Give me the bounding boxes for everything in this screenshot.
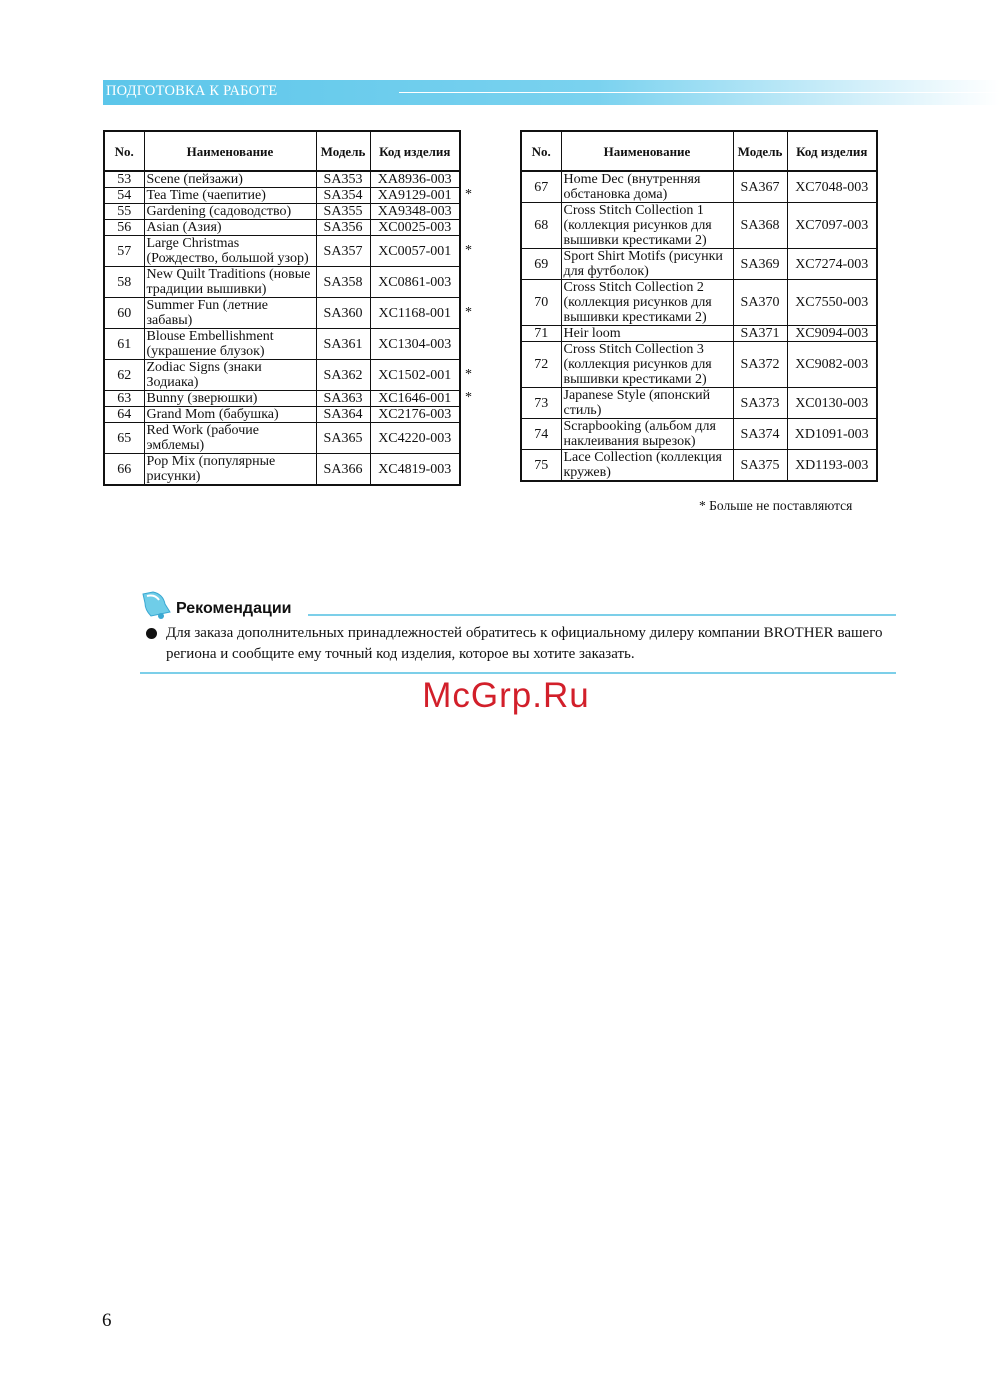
table-row [521,326,877,342]
cell-name: Japanese Style (японский стиль) [561,388,733,419]
cell-no: 53 [104,171,144,188]
cell-model: SA374 [733,419,787,450]
cell-code: XC7550-003 [787,280,877,326]
cell-model: SA362 [316,360,370,391]
cell-name: Pop Mix (популярные рисунки) [144,454,316,486]
cell-name: Home Dec (внутренняя обстановка дома) [561,171,733,203]
column-header-model: Модель [733,131,787,171]
cell-name: Zodiac Signs (знаки Зодиака) [144,360,316,391]
table-row [521,203,877,249]
cell-name: Scrapbooking (альбом для наклеивания вырезок) [561,419,733,450]
cell-name: Sport Shirt Motifs (рисунки для футболок) [561,249,733,280]
table-row [104,204,460,220]
table-row [104,454,460,486]
recommendations-divider-bottom [140,672,896,674]
table-row [521,280,877,326]
table-row [521,388,877,419]
cell-model: SA354 [316,188,370,204]
cell-no: 73 [521,388,561,419]
cell-code: XC1304-003 [370,329,460,360]
cell-code: XC7097-003 [787,203,877,249]
recommendations-text: Для заказа дополнительных принадлежностей обратитесь к официальному дилеру компании BROTHER вашего региона и сообщите ему точный код изделия, которое вы хотите заказать. [166,625,883,662]
cell-name: Gardening (садоводство) [144,204,316,220]
discontinued-mark: * [465,187,472,202]
watermark: McGrp.Ru [422,676,590,715]
cell-no: 63 [104,391,144,407]
cell-code: XD1193-003 [787,450,877,482]
cell-model: SA373 [733,388,787,419]
cell-model: SA369 [733,249,787,280]
bell-icon [137,590,173,620]
cell-no: 71 [521,326,561,342]
cell-code: XC1168-001 [370,298,460,329]
table-row [521,450,877,482]
header-divider [399,92,1000,93]
discontinued-mark: * [465,304,472,320]
table-row [104,236,460,267]
cell-no: 55 [104,204,144,220]
column-header-name: Наименование [144,131,316,171]
cell-code: XC0130-003 [787,388,877,419]
cell-name: Bunny (зверюшки) [144,391,316,407]
cell-model: SA364 [316,407,370,423]
cell-code: XC4220-003 [370,423,460,454]
cell-no: 61 [104,329,144,360]
cell-no: 56 [104,220,144,236]
cell-model: SA353 [316,171,370,188]
cell-name: Cross Stitch Collection 3 (коллекция рисунков для вышивки крестиками 2) [561,342,733,388]
cell-code: XC0861-003 [370,267,460,298]
cell-name: Grand Mom (бабушка) [144,407,316,423]
cell-model: SA355 [316,204,370,220]
column-header-code: Код изделия [370,131,460,171]
cell-model: SA361 [316,329,370,360]
bullet-icon [146,628,157,639]
cell-model: SA356 [316,220,370,236]
cell-no: 57 [104,236,144,267]
cell-model: SA357 [316,236,370,267]
cell-model: SA363 [316,391,370,407]
cell-model: SA367 [733,171,787,203]
table-row [104,267,460,298]
cell-name: Blouse Embellishment (украшение блузок) [144,329,316,360]
cell-name: New Quilt Traditions (новые традиции вышивки) [144,267,316,298]
cell-no: 60 [104,298,144,329]
cell-model: SA365 [316,423,370,454]
cell-no: 67 [521,171,561,203]
table-row [104,360,460,391]
table-row [104,423,460,454]
cell-code: XC7048-003 [787,171,877,203]
table-row [521,342,877,388]
column-header-no: No. [521,131,561,171]
cell-no: 58 [104,267,144,298]
cell-code: XC0025-003 [370,220,460,236]
cell-name: Heir loom [561,326,733,342]
parts-table-left [103,130,461,486]
cell-name: Cross Stitch Collection 1 (коллекция рисунков для вышивки крестиками 2) [561,203,733,249]
cell-name: Cross Stitch Collection 2 (коллекция рисунков для вышивки крестиками 2) [561,280,733,326]
table-row [521,249,877,280]
recommendations-title: Рекомендации [176,600,292,617]
cell-code: XA9129-001 [370,188,460,204]
cell-name: Red Work (рабочие эмблемы) [144,423,316,454]
table-row [521,419,877,450]
recommendations-divider-top [308,614,896,616]
cell-model: SA360 [316,298,370,329]
table-row [104,188,460,204]
cell-code: XC1502-001 [370,360,460,391]
cell-name: Summer Fun (летние забавы) [144,298,316,329]
cell-model: SA372 [733,342,787,388]
cell-model: SA368 [733,203,787,249]
table-row [104,407,460,423]
cell-name: Asian (Азия) [144,220,316,236]
cell-code: XC9094-003 [787,326,877,342]
cell-code: XC9082-003 [787,342,877,388]
cell-code: XC1646-001 [370,391,460,407]
cell-code: XC0057-001 [370,236,460,267]
cell-no: 74 [521,419,561,450]
section-title: ПОДГОТОВКА К РАБОТЕ [106,83,278,99]
discontinued-mark: * [465,242,472,258]
cell-no: 65 [104,423,144,454]
discontinued-mark: * [465,366,472,382]
cell-code: XD1091-003 [787,419,877,450]
cell-code: XC7274-003 [787,249,877,280]
table-row [104,329,460,360]
cell-code: XA8936-003 [370,171,460,188]
table-row [104,220,460,236]
cell-no: 54 [104,188,144,204]
cell-name: Large Christmas (Рождество, большой узор) [144,236,316,267]
table-row [104,298,460,329]
cell-name: Scene (пейзажи) [144,171,316,188]
cell-no: 66 [104,454,144,486]
cell-model: SA366 [316,454,370,486]
cell-no: 64 [104,407,144,423]
cell-name: Lace Collection (коллекция кружев) [561,450,733,482]
cell-code: XC4819-003 [370,454,460,486]
table-row [104,391,460,407]
column-header-code: Код изделия [787,131,877,171]
cell-code: XA9348-003 [370,204,460,220]
section-header-bar [103,80,1000,105]
cell-name: Tea Time (чаепитие) [144,188,316,204]
cell-no: 75 [521,450,561,482]
column-header-no: No. [104,131,144,171]
page-number: 6 [102,1310,112,1331]
cell-code: XC2176-003 [370,407,460,423]
cell-model: SA371 [733,326,787,342]
parts-table-right [520,130,878,482]
cell-model: SA358 [316,267,370,298]
cell-no: 70 [521,280,561,326]
table-row [521,171,877,203]
cell-no: 72 [521,342,561,388]
cell-no: 69 [521,249,561,280]
cell-no: 68 [521,203,561,249]
cell-no: 62 [104,360,144,391]
cell-model: SA375 [733,450,787,482]
cell-model: SA370 [733,280,787,326]
table-row [104,171,460,188]
column-header-name: Наименование [561,131,733,171]
footnote: * Больше не поставляются [699,498,853,513]
discontinued-mark: * [465,390,472,405]
column-header-model: Модель [316,131,370,171]
